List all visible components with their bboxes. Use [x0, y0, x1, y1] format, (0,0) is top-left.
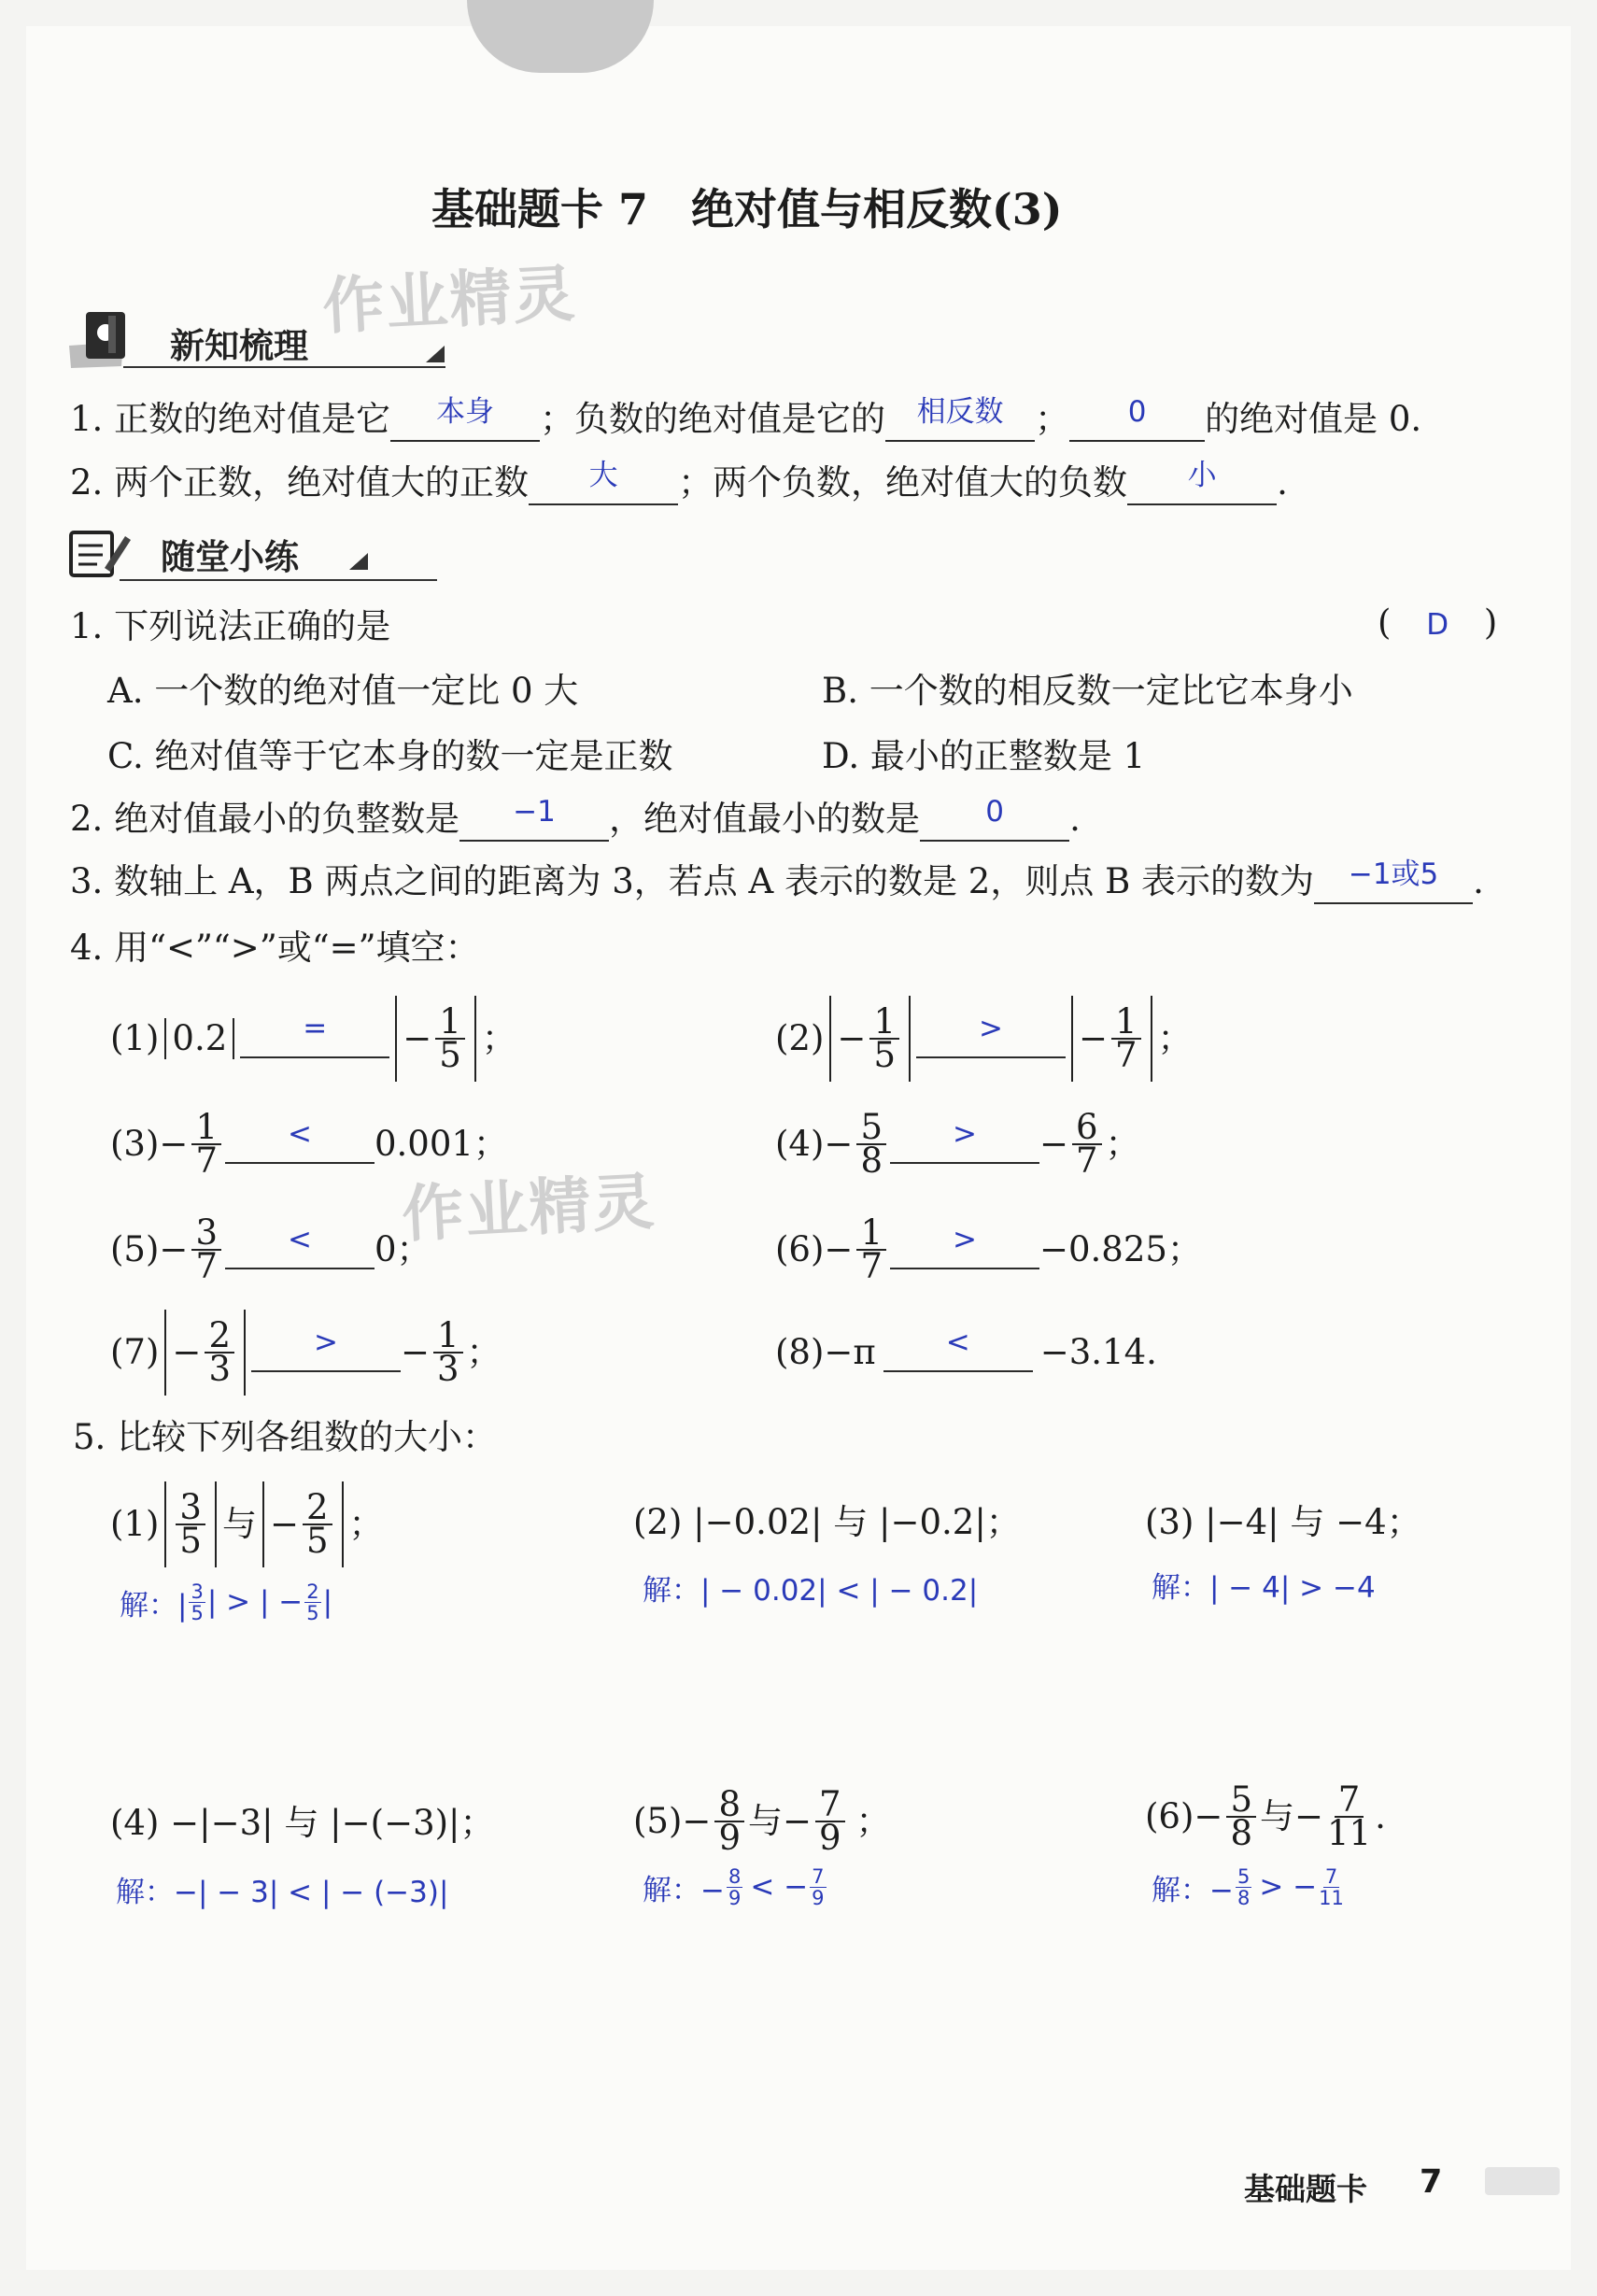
pencil-notepad-icon: [67, 527, 133, 583]
practice-q2-b: ，绝对值最小的数是: [609, 799, 921, 839]
q4-2-lminus: −: [837, 1018, 867, 1058]
practice-q1-stem: 1. 下列说法正确的是: [70, 606, 391, 646]
practice-q1-answer-bracket: [1378, 602, 1497, 645]
footer-faded-mark: [1485, 2167, 1560, 2195]
q5-1-mid: 与: [221, 1504, 257, 1544]
q5-6-end: .: [1375, 1796, 1386, 1836]
practice-q4-stem: 4. 用“<”“>”或“=”填空：: [70, 928, 480, 968]
q4-4-end: ；: [1105, 1124, 1140, 1164]
concept-q2-b: ；两个负数，绝对值大的负数: [678, 462, 1128, 503]
concept-q1-b: ；负数的绝对值是它的: [540, 399, 886, 439]
frac-den: 9: [819, 1818, 841, 1858]
q4-5-label: (5): [110, 1229, 160, 1269]
triangle-marker-icon: [347, 551, 370, 572]
q4-7-lminus: −: [172, 1332, 202, 1372]
concept-q2: [70, 459, 1288, 505]
q4-3-right: 0.001；: [374, 1124, 508, 1164]
sol-text: |: [322, 1585, 333, 1619]
answer-q1-2: 相反数: [916, 395, 1004, 429]
frac-den: 5: [179, 1521, 202, 1561]
sol-frac: [304, 1581, 320, 1623]
q5-item-3: (3) |−4| 与 −4；: [1145, 1502, 1421, 1542]
q5-6-lminus: −: [1194, 1796, 1223, 1836]
frac-num: 6: [1072, 1112, 1102, 1145]
frac-num: 8: [728, 1864, 742, 1888]
abs-bar: [395, 996, 397, 1082]
blank-q1-1[interactable]: [390, 395, 540, 442]
blank-q4-4[interactable]: [890, 1117, 1039, 1164]
answer-q4-7: >: [313, 1325, 338, 1359]
q4-2-label: (2): [775, 1018, 825, 1058]
q5-5-label: (5): [633, 1801, 683, 1841]
sol-text: 解：−: [643, 1873, 725, 1907]
frac-den: 5: [305, 1521, 329, 1561]
q4-1-right-frac: [435, 1001, 465, 1075]
q5-1-rminus: −: [269, 1504, 299, 1544]
abs-bar: [474, 996, 476, 1082]
blank-q2-1[interactable]: [529, 459, 678, 505]
frac-num: 5: [1237, 1864, 1251, 1888]
q5-1-label: (1): [110, 1504, 160, 1544]
q4-7-right-frac: [433, 1315, 463, 1389]
abs-bar: [164, 1018, 166, 1059]
frac-den: 9: [728, 1886, 742, 1909]
q4-4-right-frac: [1072, 1107, 1102, 1181]
frac-num: 1: [433, 1320, 463, 1354]
q5-item-6: [1145, 1770, 1386, 1864]
q4-7-end: ；: [466, 1332, 502, 1372]
frac-den: 7: [860, 1246, 883, 1286]
answer-q4-4: >: [952, 1117, 977, 1151]
q4-item-8: [775, 1306, 1157, 1399]
q5-6-right-frac: [1327, 1779, 1372, 1853]
frac-num: 1: [1111, 1006, 1141, 1040]
frac-den: 5: [191, 1601, 204, 1624]
frac-num: 8: [714, 1789, 744, 1822]
abs-bar: [1071, 996, 1073, 1082]
blank-q2-2[interactable]: [1127, 459, 1277, 505]
q5-6-rminus: −: [1293, 1796, 1323, 1836]
answer-p2-1: −1: [513, 795, 556, 829]
option-c[interactable]: C. 绝对值等于它本身的数一定是正数: [107, 736, 673, 776]
q4-2-rminus: −: [1078, 1018, 1108, 1058]
q4-5-lminus: −: [159, 1229, 189, 1269]
q4-4-left-frac: [856, 1107, 886, 1181]
frac-num: 3: [176, 1492, 205, 1525]
frac-den: 9: [718, 1818, 741, 1858]
concept-q1: [70, 395, 1422, 442]
frac-den: 11: [1319, 1886, 1344, 1909]
q5-6-label: (6): [1145, 1796, 1194, 1836]
frac-num: 7: [1335, 1784, 1364, 1818]
notebook-icon: [67, 308, 142, 370]
abs-bar: [262, 1481, 264, 1567]
q4-item-5: [110, 1203, 431, 1297]
section-underline: [120, 579, 437, 581]
watermark-middle: 作业精灵: [400, 1165, 658, 1252]
blank-p2-2[interactable]: [920, 795, 1069, 842]
frac-num: 5: [1226, 1784, 1256, 1818]
abs-bar: [829, 996, 831, 1082]
page-title: 基础题卡 7 绝对值与相反数(3): [431, 184, 1063, 234]
q4-4-label: (4): [775, 1124, 825, 1164]
q4-5-right: 0；: [374, 1229, 431, 1269]
q5-item-1: [110, 1478, 384, 1571]
blank-q4-3[interactable]: [225, 1117, 375, 1164]
q4-item-3: [110, 1098, 508, 1191]
q4-item-1: [110, 992, 516, 1085]
frac-num: 3: [191, 1217, 221, 1251]
concept-q2-a: 2. 两个正数，绝对值大的正数: [70, 462, 530, 503]
q4-2-right-frac: [1111, 1001, 1141, 1075]
frac-den: 7: [195, 1246, 218, 1286]
q4-2-end: ；: [1157, 1018, 1193, 1058]
sol-text: | > | −: [206, 1585, 304, 1619]
section-underline: [123, 366, 445, 368]
q5-5-mid: 与: [747, 1801, 783, 1841]
blank-q1-2[interactable]: [885, 395, 1035, 442]
section-header-concepts: [67, 308, 385, 374]
q4-6-left-frac: [856, 1212, 886, 1286]
answer-q1-3: 0: [1127, 395, 1147, 429]
abs-bar: [164, 1481, 166, 1567]
q4-6-label: (6): [775, 1229, 825, 1269]
q5-3-solution: 解：| − 4| > −4: [1152, 1571, 1376, 1605]
q5-item-2: (2) |−0.02| 与 |−0.2|；: [633, 1502, 1021, 1542]
option-a[interactable]: A. 一个数的绝对值一定比 0 大: [107, 671, 579, 711]
answer-q2-2: 小: [1187, 459, 1217, 492]
blank-q4-7[interactable]: [251, 1325, 401, 1372]
frac-num: 7: [812, 1864, 825, 1888]
concept-q2-c: .: [1277, 462, 1288, 503]
option-d[interactable]: D. 最小的正整数是 1: [822, 736, 1146, 776]
frac-den: 7: [1115, 1035, 1138, 1075]
q4-8-label: (8): [775, 1332, 825, 1372]
frac-den: 3: [437, 1349, 459, 1389]
answer-p3: −1或5: [1348, 857, 1439, 891]
frac-num: 1: [191, 1112, 221, 1145]
bracket-close: ): [1483, 602, 1498, 643]
watermark-top: 作业精灵: [320, 257, 579, 344]
frac-num: 2: [306, 1580, 319, 1603]
sol-text: < −: [750, 1870, 809, 1904]
answer-q4-1: =: [303, 1012, 328, 1045]
q4-4-lminus: −: [824, 1124, 854, 1164]
frac-num: 1: [869, 1006, 899, 1040]
q4-5-left-frac: [191, 1212, 221, 1286]
q5-6-solution: [1152, 1859, 1346, 1915]
frac-den: 5: [439, 1035, 461, 1075]
q4-item-2: [775, 992, 1193, 1085]
q5-item-4: (4) −|−3| 与 |−(−3)|；: [110, 1803, 495, 1843]
q5-1-right-frac: [303, 1487, 332, 1561]
abs-bar: [342, 1481, 344, 1567]
answer-q2-1: 大: [588, 459, 618, 492]
abs-bar: [1151, 996, 1152, 1082]
q4-3-lminus: −: [159, 1124, 189, 1164]
sol-frac: [189, 1581, 205, 1623]
concept-q1-c: ；: [1035, 399, 1070, 439]
concept-q1-a: 1. 正数的绝对值是它: [70, 399, 391, 439]
section-title-practice: 随堂小练: [161, 537, 299, 577]
sol-text: > −: [1259, 1870, 1318, 1904]
blank-q4-5[interactable]: [225, 1223, 375, 1269]
frac-num: 2: [303, 1492, 332, 1525]
q4-7-label: (7): [110, 1332, 160, 1372]
abs-bar: [233, 1018, 234, 1059]
answer-q4-3: <: [287, 1117, 312, 1151]
blank-q4-8[interactable]: [883, 1325, 1033, 1372]
q5-2-solution: 解：| − 0.02| < | − 0.2|: [643, 1574, 979, 1608]
frac-den: 8: [1237, 1886, 1251, 1909]
bracket-open: (: [1378, 602, 1392, 643]
section-header-practice: [67, 523, 385, 588]
q4-item-6: [775, 1203, 1202, 1297]
frac-den: 11: [1327, 1813, 1372, 1853]
answer-q1-1: 本身: [436, 395, 495, 429]
blank-q4-6[interactable]: [890, 1223, 1039, 1269]
blank-q4-1[interactable]: [240, 1012, 389, 1058]
frac-den: 8: [860, 1141, 883, 1181]
q4-3-left-frac: [191, 1107, 221, 1181]
q5-1-end: ；: [348, 1504, 384, 1544]
q4-item-4: [775, 1098, 1140, 1191]
blank-p2-1[interactable]: [459, 795, 609, 842]
sol-frac: [727, 1866, 742, 1908]
q5-5-lminus: −: [682, 1801, 712, 1841]
sol-text: 解：|: [120, 1588, 188, 1623]
q4-6-right: −0.825；: [1039, 1229, 1202, 1269]
frac-num: 1: [856, 1217, 886, 1251]
frac-den: 8: [1230, 1813, 1252, 1853]
q5-5-solution: [643, 1859, 828, 1915]
q5-1-left-frac: [176, 1487, 205, 1561]
q4-2-left-frac: [869, 1001, 899, 1075]
practice-q5-stem: 5. 比较下列各组数的大小：: [73, 1417, 498, 1457]
frac-den: 9: [812, 1886, 825, 1909]
q4-3-label: (3): [110, 1124, 160, 1164]
frac-den: 5: [873, 1035, 896, 1075]
blank-q4-2[interactable]: [916, 1012, 1066, 1058]
q4-1-minus: −: [403, 1018, 432, 1058]
abs-bar: [909, 996, 911, 1082]
q4-8-right: −3.14.: [1039, 1332, 1157, 1372]
answer-q1-choice: D: [1426, 608, 1449, 642]
frac-num: 7: [815, 1789, 845, 1822]
q4-1-left: 0.2: [172, 1018, 228, 1058]
answer-p2-2: 0: [985, 795, 1004, 829]
footer-page-number: 7: [1420, 2163, 1443, 2201]
q4-7-rminus: −: [400, 1332, 430, 1372]
q5-6-left-frac: [1226, 1779, 1256, 1853]
q4-1-label: (1): [110, 1018, 160, 1058]
abs-bar: [164, 1310, 166, 1396]
q4-8-left: −π: [824, 1332, 876, 1372]
answer-q4-2: >: [978, 1012, 1003, 1045]
option-b[interactable]: B. 一个数的相反数一定比它本身小: [822, 671, 1353, 711]
sol-text: 解：−: [1152, 1873, 1234, 1907]
q4-4-rminus: −: [1039, 1124, 1068, 1164]
practice-q2-c: .: [1069, 799, 1081, 839]
practice-q2-a: 2. 绝对值最小的负整数是: [70, 799, 460, 839]
frac-den: 7: [1076, 1141, 1098, 1181]
frac-den: 7: [195, 1141, 218, 1181]
q5-item-5: [633, 1775, 891, 1868]
section-title-concepts: 新知梳理: [170, 326, 308, 366]
q5-6-mid: 与: [1259, 1796, 1294, 1836]
sol-frac: [1319, 1866, 1344, 1908]
answer-q4-5: <: [287, 1223, 312, 1256]
q5-1-solution: [120, 1574, 332, 1630]
q4-item-7: [110, 1306, 502, 1399]
q5-5-end: ；: [855, 1801, 891, 1841]
q4-6-lminus: −: [824, 1229, 854, 1269]
practice-q3-a: 3. 数轴上 A，B 两点之间的距离为 3，若点 A 表示的数是 2，则点 B 表示的数为: [70, 861, 1315, 901]
frac-num: 2: [205, 1320, 234, 1354]
frac-num: 7: [1324, 1864, 1338, 1888]
q5-5-rminus: −: [782, 1801, 812, 1841]
abs-bar: [215, 1481, 217, 1567]
q4-1-end: ；: [481, 1018, 516, 1058]
concept-q1-d: 的绝对值是 0.: [1205, 399, 1422, 439]
frac-den: 5: [306, 1601, 319, 1624]
frac-num: 1: [435, 1006, 465, 1040]
practice-q3-c: .: [1473, 861, 1484, 901]
frac-num: 3: [191, 1580, 204, 1603]
practice-q3: [70, 857, 1484, 904]
frac-den: 3: [208, 1349, 231, 1389]
answer-q4-8: <: [945, 1325, 970, 1359]
sol-frac: [810, 1866, 826, 1908]
footer-label: 基础题卡: [1244, 2171, 1367, 2207]
sol-frac: [1236, 1866, 1251, 1908]
q5-5-right-frac: [815, 1784, 845, 1858]
q4-7-left-frac: [205, 1315, 234, 1389]
frac-num: 5: [856, 1112, 886, 1145]
blank-q1-3[interactable]: [1069, 395, 1205, 442]
q5-4-solution: 解：−| − 3| < | − (−3)|: [116, 1876, 449, 1909]
answer-q4-6: >: [952, 1223, 977, 1256]
triangle-marker-icon: [424, 344, 446, 364]
blank-p3[interactable]: [1314, 857, 1473, 904]
abs-bar: [244, 1310, 246, 1396]
practice-q2: [70, 795, 1081, 842]
q5-5-left-frac: [714, 1784, 744, 1858]
